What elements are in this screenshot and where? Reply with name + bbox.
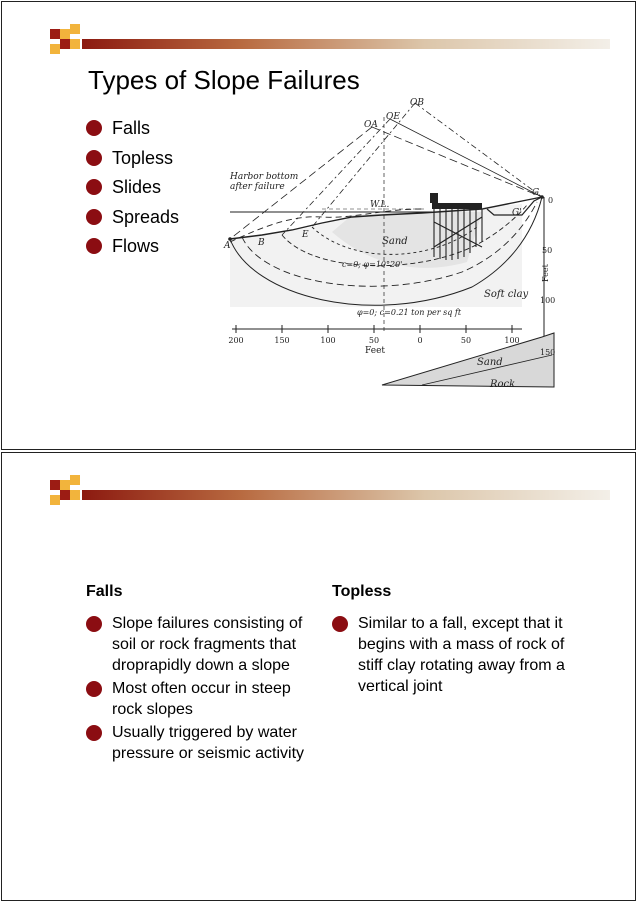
list-item-label: Slides — [112, 177, 162, 197]
title-decoration — [50, 475, 610, 505]
slide-title: Types of Slope Failures — [88, 65, 360, 95]
x-tick-label: 50 — [368, 336, 380, 345]
falls-heading: Falls — [86, 583, 123, 600]
label-point-b: B — [258, 238, 265, 248]
label-phi-c: φ=0; c=0.21 ton per sq ft — [357, 308, 462, 317]
list-item — [86, 117, 179, 147]
label-point-g: G — [532, 188, 540, 198]
label-after-failure: after failure — [230, 182, 285, 192]
label-sand: Sand — [382, 236, 408, 247]
label-point-a: A — [224, 241, 231, 251]
label-rock: Rock — [490, 379, 516, 390]
label-c-phi: c=0; φ=10°20' — [342, 260, 403, 269]
x-tick-label: 0 — [417, 336, 423, 345]
y-tick-label: 50 — [542, 246, 553, 255]
list-item — [86, 176, 179, 206]
list-item-label: Falls — [112, 118, 151, 138]
x-tick-label: 50 — [460, 336, 472, 345]
list-item — [86, 678, 311, 720]
y-tick-label: 150 — [540, 348, 556, 357]
label-center-oe: OE — [386, 112, 400, 122]
x-tick-label: 200 — [228, 336, 244, 345]
topless-heading: Topless — [332, 583, 392, 600]
y-tick-label: 0 — [548, 196, 554, 205]
label-sand-lower: Sand — [477, 357, 503, 368]
list-item — [86, 147, 179, 177]
falls-list — [86, 613, 311, 766]
list-item-label: Spreads — [112, 206, 180, 227]
list-item — [332, 613, 572, 697]
list-item-label: Flows — [112, 236, 160, 256]
label-water-line: W.L. — [370, 200, 390, 210]
label-feet-y: Feet — [541, 264, 550, 282]
label-center-oa: OA — [364, 120, 378, 130]
bullet-icon — [86, 179, 102, 195]
label-soft-clay: Soft clay — [484, 289, 529, 300]
list-item — [86, 613, 311, 676]
x-tick-label: 100 — [320, 336, 336, 345]
bullet-icon — [332, 616, 348, 632]
topless-list — [332, 613, 572, 699]
bullet-icon — [86, 616, 102, 632]
x-tick-label: 150 — [274, 336, 290, 345]
bullet-icon — [86, 725, 102, 741]
label-feet-x: Feet — [365, 346, 386, 356]
list-item-label: Slope failures consisting of soil or rock fragments that droprapidly down a slope — [112, 615, 303, 674]
y-tick-label: 100 — [540, 296, 556, 305]
list-item — [86, 722, 311, 764]
list-item — [86, 206, 179, 236]
x-tick-label: 100 — [504, 336, 520, 345]
list-item-label: Similar to a fall, except that it begins with a mass of rock of stiff clay rotating away from a vertical joint — [358, 615, 565, 695]
bullet-icon — [86, 238, 102, 254]
bullet-icon — [86, 120, 102, 136]
label-harbor-bottom: Harbor bottom — [230, 172, 299, 182]
list-item-label: Most often occur in steep rock slopes — [112, 680, 291, 718]
failure-types-list — [86, 117, 179, 265]
bullet-icon — [86, 209, 102, 225]
slide-2 — [1, 452, 636, 901]
list-item-label: Usually triggered by water pressure or seismic activity — [112, 724, 305, 762]
label-point-e: E — [302, 230, 309, 240]
bullet-icon — [86, 150, 102, 166]
label-point-g-prime: G' — [512, 208, 522, 218]
list-item — [86, 235, 179, 265]
list-item-label: Topless — [112, 147, 174, 168]
slide-1 — [1, 1, 636, 450]
slope-failure-diagram — [222, 97, 567, 397]
bullet-icon — [86, 681, 102, 697]
label-center-ob: OB — [410, 98, 424, 108]
title-decoration — [50, 24, 610, 54]
